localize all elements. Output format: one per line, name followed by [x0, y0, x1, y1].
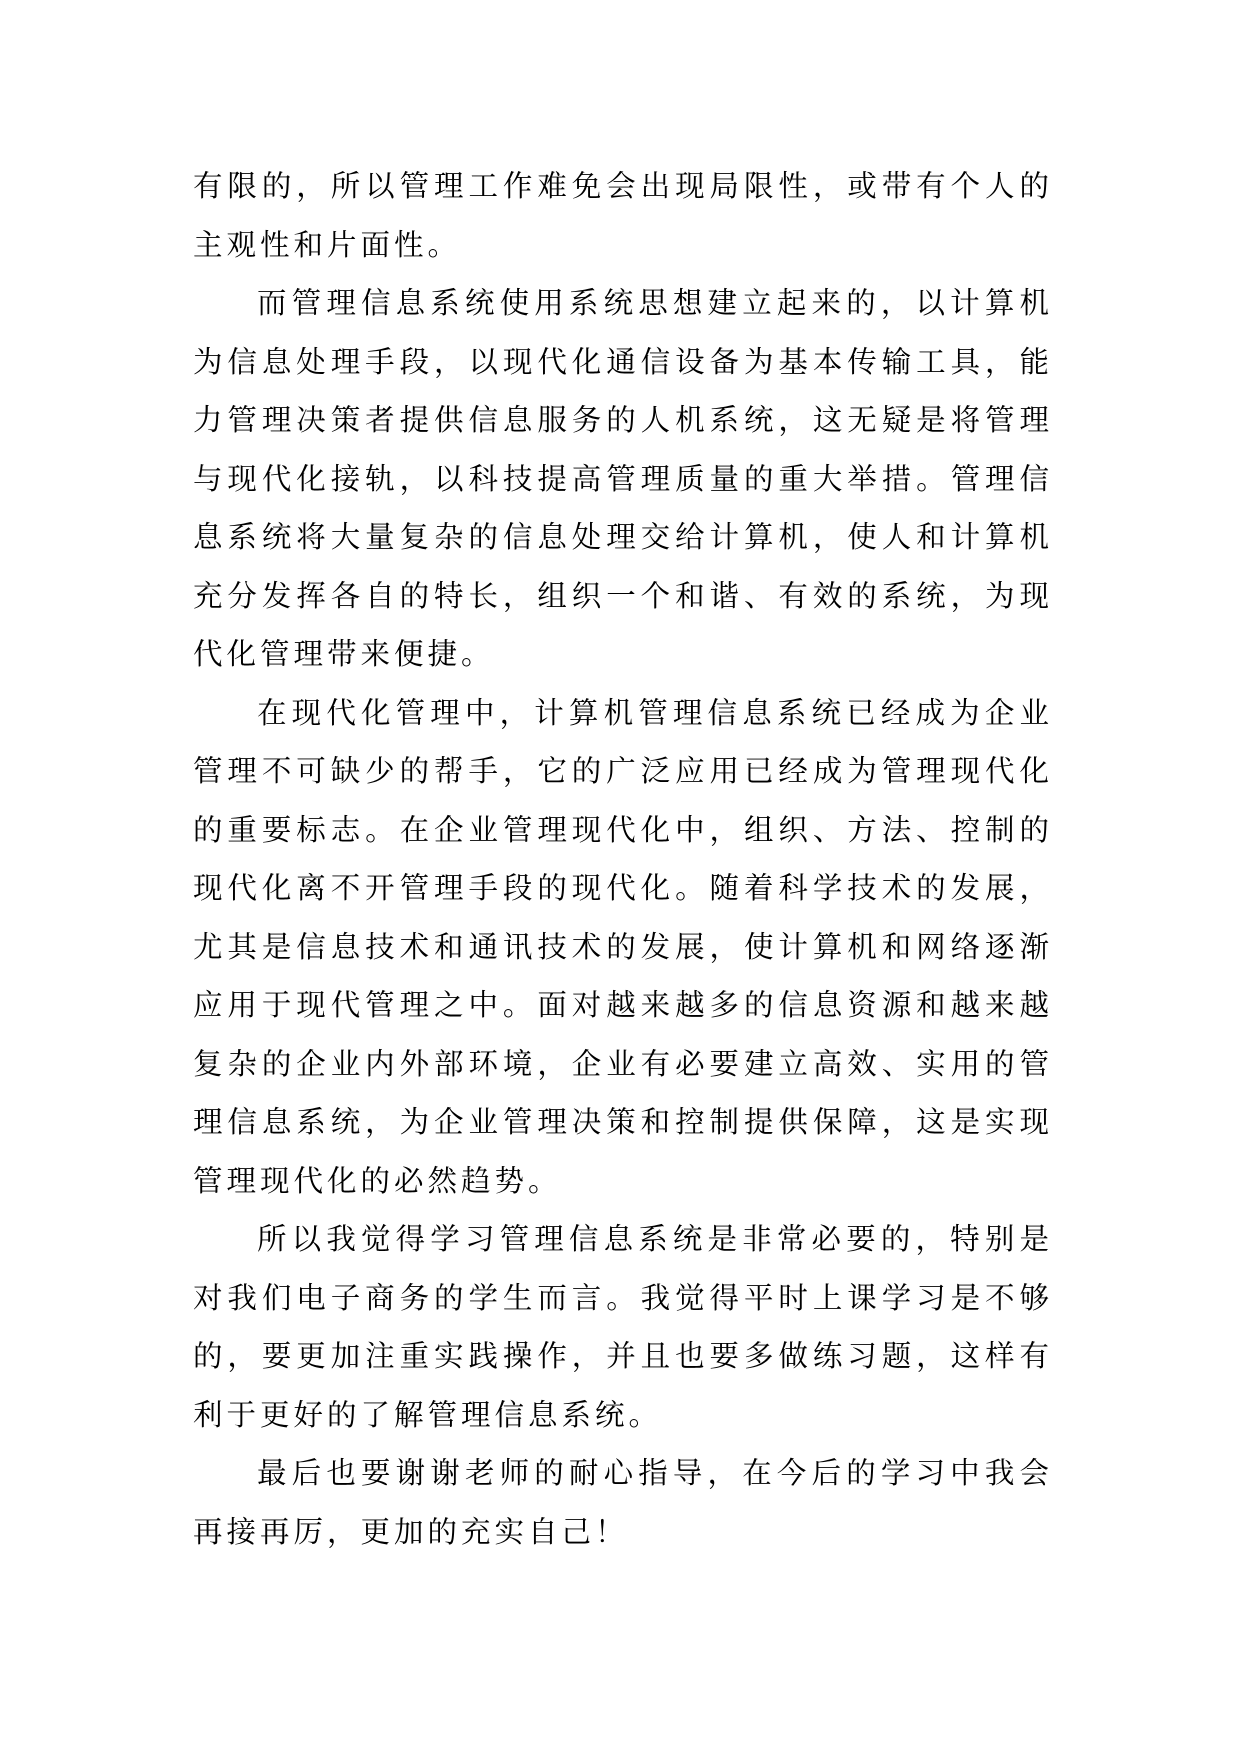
document-body: [193, 157, 1053, 1561]
paragraph-thanks: 最后也要谢谢老师的耐心指导，在今后的学习中我会再接再厉，更加的充实自己！: [193, 1456, 1053, 1549]
paragraph-modern-management: 在现代化管理中，计算机管理信息系统已经成为企业管理不可缺少的帮手，它的广泛应用已经成为管理现代化的重要标志。在企业管理现代化中，组织、方法、控制的现代化离不开管理手段的现代化。随着科学技术的发展，尤其是信息技术和通讯技术的发展，使计算机和网络逐渐应用于现代管理之中。面对越来越多的信息资源和越来越复杂的企业内外部环境，企业有必要建立高效、实用的管理信息系统，为企业管理决策和控制提供保障，这是实现管理现代化的必然趋势。: [193, 695, 1053, 1198]
paragraph-learning-reflection: 所以我觉得学习管理信息系统是非常必要的，特别是对我们电子商务的学生而言。我觉得平时上课学习是不够的，要更加注重实践操作，并且也要多做练习题，这样有利于更好的了解管理信息系统。: [193, 1222, 1053, 1432]
paragraph-continuation: 有限的，所以管理工作难免会出现局限性，或带有个人的主观性和片面性。: [193, 169, 1053, 262]
paragraph-mis-definition: 而管理信息系统使用系统思想建立起来的，以计算机为信息处理手段，以现代化通信设备为基本传输工具，能力管理决策者提供信息服务的人机系统，这无疑是将管理与现代化接轨，以科技提高管理质量的重大举措。管理信息系统将大量复杂的信息处理交给计算机，使人和计算机充分发挥各自的特长，组织一个和谐、有效的系统，为现代化管理带来便捷。: [193, 286, 1053, 671]
